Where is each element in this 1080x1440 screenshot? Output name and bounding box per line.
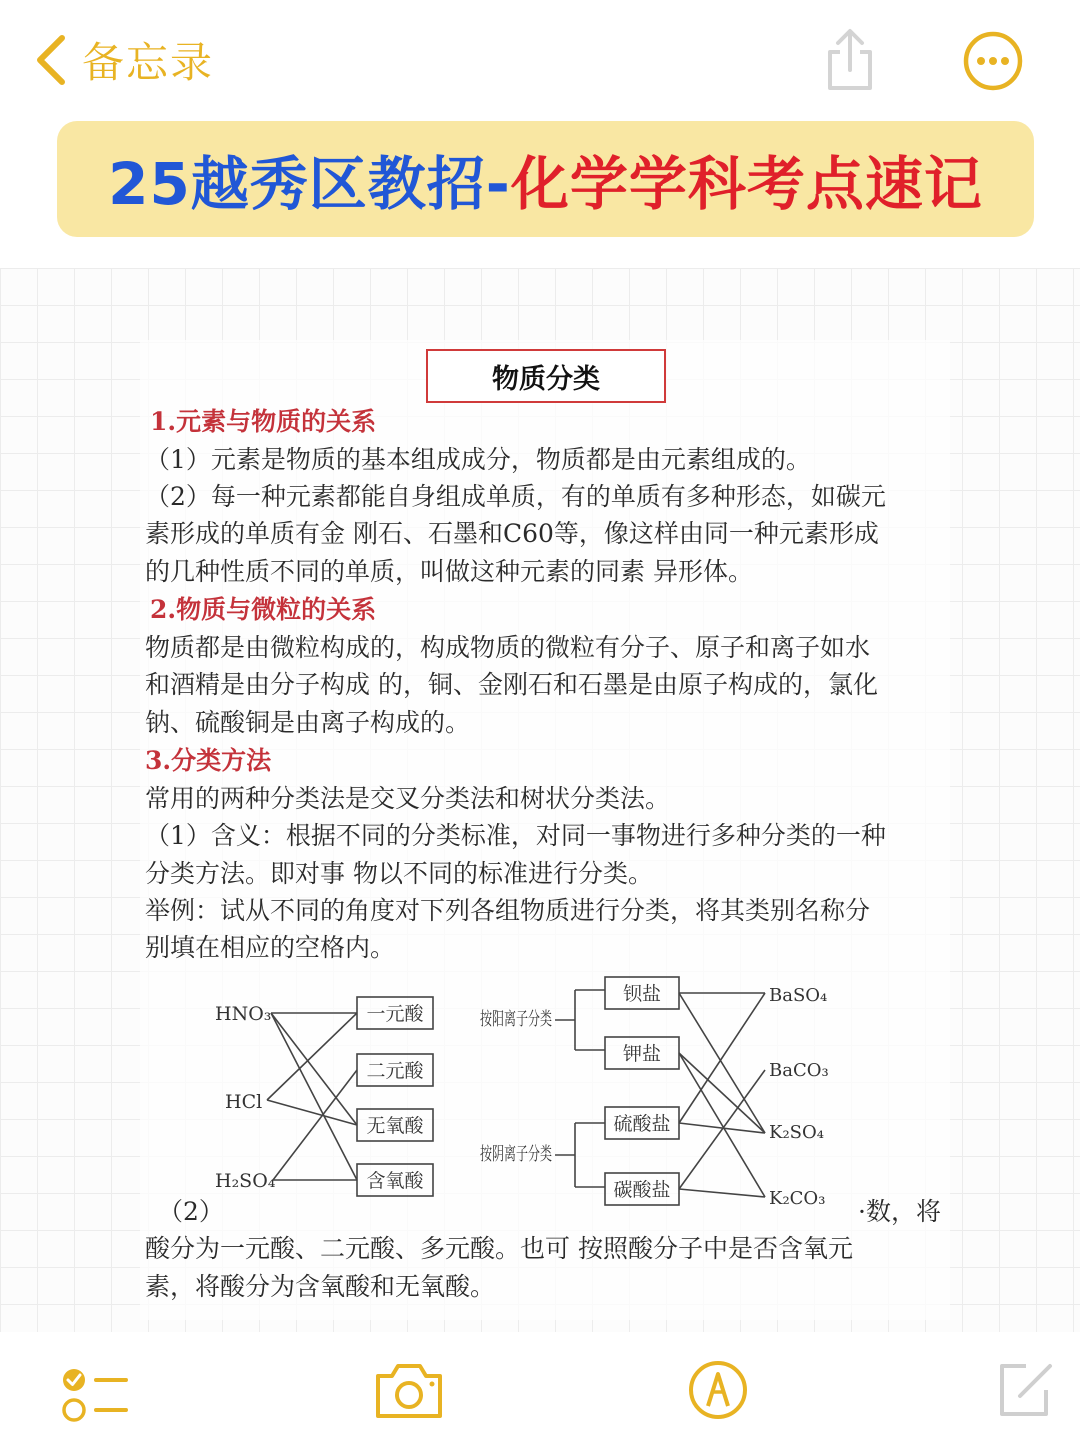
classification-diagram xyxy=(195,975,855,1225)
acid-type-label: 含氧酸 xyxy=(366,1170,424,1192)
tail-line: 酸分为一元酸、二元酸、多元酸。也可 按照酸分子中是否含氧元 xyxy=(145,1234,853,1263)
section1-line: 素形成的单质有金 刚石、石墨和C60等，像这样由同一种元素形成 xyxy=(145,519,879,548)
salt-type-label: 钡盐 xyxy=(622,983,662,1005)
section1-line: （1）元素是物质的基本组成成分，物质都是由元素组成的。 xyxy=(145,445,811,474)
navigation-bar xyxy=(0,0,1080,120)
document-title-box: 物质分类 xyxy=(426,349,666,403)
acid-type-label: 一元酸 xyxy=(366,1003,424,1025)
group-label: 按阳离子分类 xyxy=(480,1009,552,1030)
tail-suffix: ·数，将 xyxy=(858,1197,941,1226)
right-substance-label: BaSO₄ xyxy=(769,985,828,1006)
salt-type-label: 钾盐 xyxy=(622,1043,662,1065)
section1-line: 的几种性质不同的单质，叫做这种元素的同素 异形体。 xyxy=(145,557,753,586)
back-label: 备忘录 xyxy=(82,38,215,87)
right-substance-label: K₂SO₄ xyxy=(769,1122,824,1143)
banner-title xyxy=(108,137,983,221)
group-label: 按阴离子分类 xyxy=(480,1144,552,1165)
section3-line: （1）含义：根据不同的分类标准，对同一事物进行多种分类的一种 xyxy=(145,821,886,850)
salt-type-label: 碳酸盐 xyxy=(613,1179,671,1201)
camera-icon[interactable] xyxy=(372,1360,446,1422)
section2-heading: 2.物质与微粒的关系 xyxy=(150,595,377,624)
salt-type-label: 硫酸盐 xyxy=(613,1113,671,1135)
left-substance-label: HCl xyxy=(225,1091,263,1113)
acid-type-label: 无氧酸 xyxy=(366,1115,424,1137)
section2-line: 物质都是由微粒构成的，构成物质的微粒有分子、原子和离子如水 xyxy=(145,633,871,662)
right-substance-label: BaCO₃ xyxy=(769,1060,829,1081)
banner-title-blue: 25越秀区教招- xyxy=(108,150,511,218)
section1-line: （2）每一种元素都能自身组成单质，有的单质有多种形态，如碳元 xyxy=(145,482,886,511)
section2-line: 和酒精是由分子构成 的，铜、金刚石和石墨是由原子构成的，氯化 xyxy=(145,670,878,699)
chevron-left-icon xyxy=(30,32,70,88)
banner-title-red: 化学学科考点速记 xyxy=(510,150,983,218)
section3-line: 分类方法。即对事 物以不同的标准进行分类。 xyxy=(145,859,653,888)
section2-line: 钠、硫酸铜是由离子构成的。 xyxy=(145,708,471,737)
markup-pen-icon[interactable] xyxy=(686,1358,750,1422)
acid-type-label: 二元酸 xyxy=(366,1060,424,1082)
section3-line: 常用的两种分类法是交叉分类法和树状分类法。 xyxy=(145,784,671,813)
bottom-toolbar xyxy=(0,1332,1080,1440)
title-banner xyxy=(57,121,1034,237)
back-button[interactable] xyxy=(30,32,214,88)
checklist-icon[interactable] xyxy=(60,1366,130,1424)
compose-icon[interactable] xyxy=(996,1358,1056,1420)
left-substance-label: HNO₃ xyxy=(215,1003,272,1025)
more-icon[interactable] xyxy=(962,30,1024,92)
section3-heading: 3.分类方法 xyxy=(145,746,272,775)
tail-line: 素，将酸分为含氧酸和无氧酸。 xyxy=(145,1272,496,1301)
section3-line: 举例：试从不同的角度对下列各组物质进行分类，将其类别名称分 xyxy=(145,896,871,925)
tail-prefix: （2） xyxy=(158,1197,224,1226)
section3-line: 别填在相应的空格内。 xyxy=(145,933,396,962)
right-substance-label: K₂CO₃ xyxy=(769,1188,826,1209)
section1-heading: 1.元素与物质的关系 xyxy=(150,407,377,436)
share-icon[interactable] xyxy=(822,26,878,94)
left-substance-label: H₂SO₄ xyxy=(215,1170,276,1192)
